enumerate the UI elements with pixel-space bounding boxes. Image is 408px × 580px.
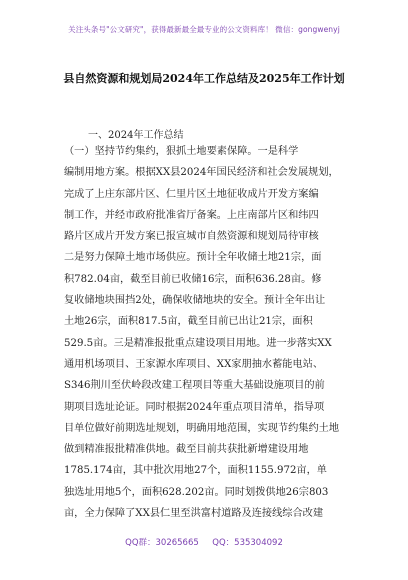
section-heading: 一、2024年工作总结 <box>88 130 184 141</box>
text-line: 路片区成片开发方案已报宣城市自然资源和规划局待审核 <box>64 231 319 243</box>
text-line: 积782.04亩，截至目前已收储16宗，面积636.28亩。修 <box>64 273 322 285</box>
header-banner <box>0 0 408 60</box>
text-line: （一）坚持节约集约，狠抓土地要素保障。一是科学 <box>64 146 299 157</box>
body-paragraph <box>64 141 354 524</box>
text-line: 期项目选址论证。同时根据2024年重点项目清单，指导项 <box>64 401 325 413</box>
text-line: 亩，全力保障了XX县仁里至洪富村道路及连接线综合改建 <box>64 508 324 520</box>
qq-group-text: QQ群：30265665 <box>125 538 199 548</box>
text-line: 完成了上庄东部片区、仁里片区土地征收成片开发方案编 <box>64 188 319 200</box>
text-line: 目单位做好前期选址规划，明确用地范围，实现节约集约土地 <box>64 422 340 434</box>
text-line: 通用机场项目、王家源水库项目、XX家朋抽水蓄能电站、 <box>64 358 324 370</box>
qq-contact-text: QQ：535304092 <box>212 538 283 548</box>
text-line: 制工作，并经市政府批准省厅备案。上庄南部片区和纬四 <box>64 209 319 221</box>
document-title: 县自然资源和规划局2024年工作总结及2025年工作计划 <box>63 72 345 85</box>
footer-contact <box>0 536 408 548</box>
banner-text: 关注头条号"公文研究"，获得最新最全最专业的公文资料库！ 微信：gongwenyj <box>68 25 340 34</box>
text-line: 独选址用地5个，面积628.202亩。同时划拨供地26宗803 <box>64 486 329 498</box>
text-line: 土地26宗，面积817.5亩，截至目前已出让21宗，面积 <box>64 316 313 328</box>
text-line: S346荆川至伏岭段改建工程项目等重大基础设施项目的前 <box>64 380 325 392</box>
text-line: 做到精准报批精准供地。截至目前共获批新增建设用地 <box>64 444 309 456</box>
text-line: 二是努力保障土地市场供应。预计全年收储土地21宗，面 <box>64 252 322 264</box>
text-line: 编制用地方案。根据XX县2024年国民经济和社会发展规划， <box>64 167 339 179</box>
text-line: 1785.174亩，其中批次用地27个，面积1155.972亩，单 <box>64 465 327 477</box>
text-line: 复收储地块围挡2处，确保收储地块的安全。预计全年出让 <box>64 295 326 307</box>
text-line: 529.5亩。三是精准报批重点建设项目用地。进一步落实XX <box>64 337 332 349</box>
